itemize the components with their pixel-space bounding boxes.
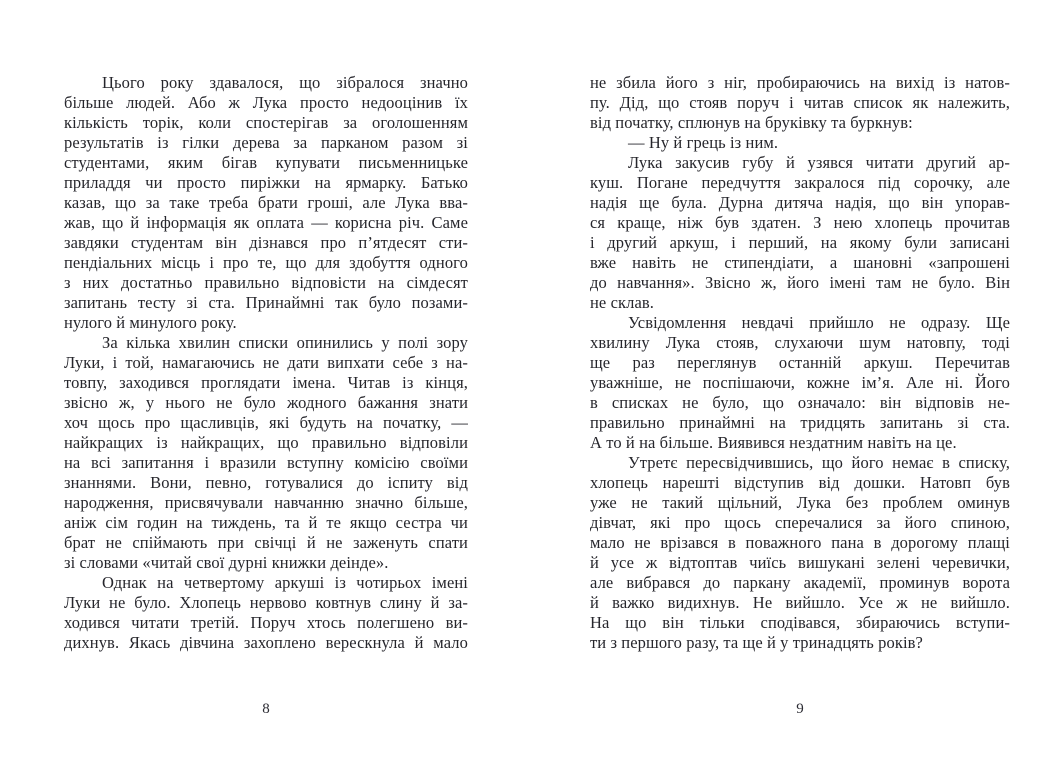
text-line: ти з першого разу, та ще й у тринадцять років? bbox=[590, 633, 923, 652]
text-line: ще раз переглянув останній аркуш. Перечитав bbox=[590, 353, 1010, 372]
text-line: Усвідомлення невдачі прийшло не одразу. Ще bbox=[628, 313, 1010, 332]
text-line: ходився читати третій. Поруч хтось полегшено ви- bbox=[64, 613, 468, 632]
text-line: результатів із гілки дерева за парканом разом зі bbox=[64, 133, 468, 152]
text-line: жав, що й інформація як оплата — корисна річ. Саме bbox=[64, 213, 468, 232]
text-line: звісно ж, у нього не було жодного бажання знати bbox=[64, 393, 468, 412]
text-line: і другий аркуш, і перший, на якому були записані bbox=[590, 233, 1010, 252]
text-line: приладдя чи просто пиріжки на ярмарку. Батько bbox=[64, 173, 468, 192]
text-line: не збила його з ніг, пробираючись на вихід із натов- bbox=[590, 73, 1010, 92]
text-line: Цього року здавалося, що зібралося значно bbox=[102, 73, 468, 92]
text-line: правильно принаймні на тридцять запитань зі ста. bbox=[590, 413, 1010, 432]
text-line: до навчання». Звісно ж, його імені там не було. Він bbox=[590, 273, 1010, 292]
text-line: нулого й минулого року. bbox=[64, 313, 237, 332]
text-line: знаннями. Вони, певно, готувалися до іспиту від bbox=[64, 473, 468, 492]
text-line: Утретє пересвідчившись, що його немає в списку, bbox=[628, 453, 1010, 472]
text-line: зі словами «читай свої дурні книжки деінде». bbox=[64, 553, 389, 572]
text-line: й усе ж відтоптав чиїсь вишукані зелені черевички, bbox=[590, 553, 1010, 572]
text-line: на всі запитання і вразили вступну комісію своїми bbox=[64, 453, 468, 472]
text-line: брат не спіймають при свічці й не заженуть спати bbox=[64, 533, 468, 552]
text-line: від початку, сплюнув на бруківку та буркнув: bbox=[590, 113, 913, 132]
text-line: уже не такий щільний, Лука без проблем оминув bbox=[590, 493, 1010, 512]
text-line: пендіальних місць і про те, що для здобуття одного bbox=[64, 253, 468, 272]
text-line: мало не врізався в поважного пана в дорогому плащі bbox=[590, 533, 1010, 552]
text-line: Луки не було. Хлопець нервово ковтнув слину й за- bbox=[64, 593, 468, 612]
text-line: завдяки студентам він дізнався про п’ятдесят сти- bbox=[64, 233, 468, 252]
text-line: дихнув. Якась дівчина захоплено верескнула й мало bbox=[64, 633, 468, 652]
text-line: хвилину Лука стояв, слухаючи шум натовпу, тоді bbox=[590, 333, 1010, 352]
book-page-left bbox=[64, 0, 468, 761]
page-number-right: 9 bbox=[796, 701, 804, 717]
text-line: На що він тільки сподівався, збираючись вступи- bbox=[590, 613, 1010, 632]
page-text-right bbox=[590, 73, 1010, 653]
text-line: уважніше, не поспішаючи, кожне ім’я. Але ні. Його bbox=[590, 373, 1010, 392]
text-line: аніж сім годин на тиждень, та й те якщо сестра чи bbox=[64, 513, 468, 532]
text-line: не склав. bbox=[590, 293, 654, 312]
text-line: пу. Дід, що стояв поруч і читав список як належить, bbox=[590, 93, 1010, 112]
text-line: А то й на більше. Виявився нездатним навіть на це. bbox=[590, 433, 957, 452]
text-line: надія ще була. Дурна дитяча надія, що він упорав- bbox=[590, 193, 1010, 212]
text-line: — Ну й грець із ним. bbox=[628, 133, 779, 152]
text-line: куш. Погане передчуття закралося під сорочку, але bbox=[590, 173, 1010, 192]
text-line: ся краще, ніж був здатен. З нею хлопець прочитав bbox=[590, 213, 1010, 232]
text-line: й важко видихнув. Не вийшло. Усе ж не вийшло. bbox=[590, 593, 1010, 612]
text-line: в списках не було, що означало: він відповів не- bbox=[590, 393, 1010, 412]
text-line: з них достатньо правильно відповісти на сімдесят bbox=[64, 273, 468, 292]
text-line: За кілька хвилин списки опинились у полі зору bbox=[102, 333, 468, 352]
text-line: Однак на четвертому аркуші із чотирьох імені bbox=[102, 573, 468, 592]
book-page-right bbox=[590, 0, 1010, 761]
text-line: більше людей. Або ж Лука просто недооцінив їх bbox=[64, 93, 468, 112]
text-line: Луки, і той, намагаючись не дати випхати себе з на- bbox=[64, 353, 468, 372]
text-line: вже навіть не стипендіати, а шановні «запрошені bbox=[590, 253, 1010, 272]
text-line: народження, присвячували навчанню значно більше, bbox=[64, 493, 468, 512]
text-line: хлопець нарешті відступив від дошки. Натовп був bbox=[590, 473, 1010, 492]
text-line: дівчат, які про щось сперечалися за його спиною, bbox=[590, 513, 1010, 532]
text-line: Лука закусив губу й узявся читати другий ар- bbox=[628, 153, 1010, 172]
page-text-left bbox=[64, 73, 468, 653]
text-line: але вибрався до паркану академії, проминув ворота bbox=[590, 573, 1010, 592]
text-line: казав, що за таке треба брати гроші, але Лука вва- bbox=[64, 193, 468, 212]
text-line: студентами, яким бігав купувати письменницьке bbox=[64, 153, 468, 172]
text-line: товпу, заходився проглядати імена. Читав із кінця, bbox=[64, 373, 468, 392]
text-line: найкращих із найкращих, що правильно відповіли bbox=[64, 433, 468, 452]
text-line: кількість торік, коли спостерігав за оголошенням bbox=[64, 113, 468, 132]
text-line: хоч щось про щасливців, які будуть на початку, — bbox=[64, 413, 468, 432]
page-number-left: 8 bbox=[262, 701, 270, 717]
text-line: запитань тесту зі ста. Принаймні так було позами- bbox=[64, 293, 468, 312]
